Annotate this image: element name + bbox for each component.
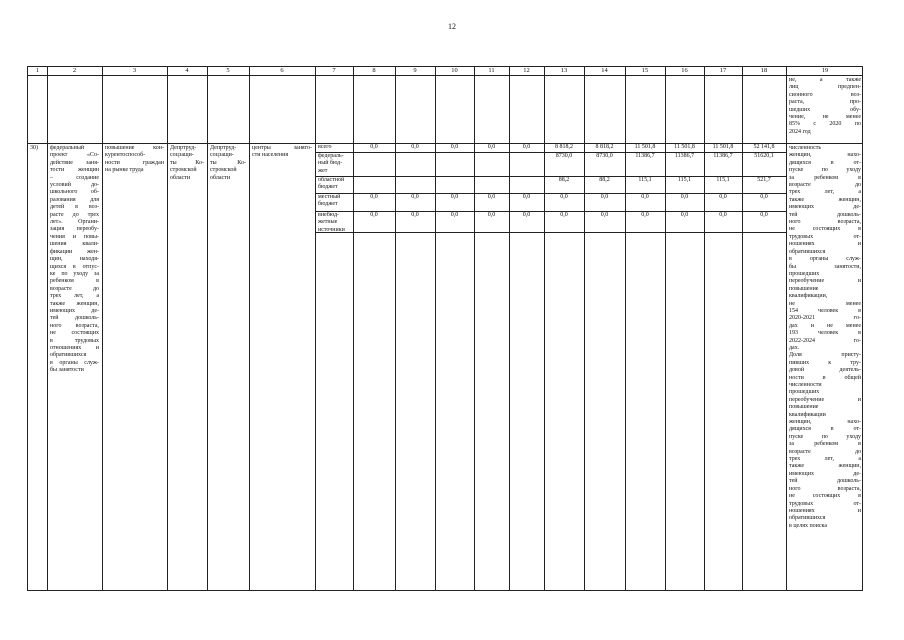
target-indicator-line: дах.: [789, 344, 800, 351]
target-indicator-line: также женщин,: [789, 196, 861, 203]
event-goal-line: повышение кон-: [105, 145, 164, 151]
funding-source-label-line: федераль-: [318, 153, 344, 159]
target-indicator-line: Доля присту-: [789, 352, 861, 359]
target-indicator-line: пуске по уходу: [789, 433, 861, 440]
event-goal-line: на рынке труда: [105, 167, 144, 174]
funding-value: 11386,7: [674, 153, 695, 159]
funding-value: 8730,0: [555, 153, 573, 159]
event-goal-line: курентоспособ-: [105, 152, 146, 159]
funding-value: 0,0: [522, 194, 531, 200]
row-number: 30): [30, 145, 38, 151]
responsible-executor-line: области: [170, 174, 191, 181]
event-name-line: ке по уходу за: [50, 270, 99, 277]
funding-value: 11386,7: [635, 153, 655, 159]
column-divider: [786, 67, 787, 590]
target-indicator-line: женщин, нахо-: [789, 419, 861, 426]
event-name-line: лет». Органи-: [50, 219, 99, 226]
funding-value: 0,0: [760, 212, 768, 218]
funding-source-label: [318, 153, 350, 175]
funding-value: 115,1: [677, 177, 692, 183]
target-indicator-line: дах и не менее: [789, 322, 861, 329]
target-indicator-line: в целях поиска: [789, 522, 828, 529]
target-indicator-line: дящихся в от-: [789, 426, 861, 433]
funding-value: 8 818,2: [595, 144, 614, 150]
target-indicator-line: довой деятель-: [789, 367, 861, 374]
funding-source-label-line: всего: [318, 144, 332, 150]
column-divider: [47, 67, 48, 590]
event-name-line: – создание: [50, 174, 99, 181]
indicator-continuation-line: лиц предпен-: [789, 84, 861, 91]
funding-value: 11386,7: [713, 153, 733, 159]
column-number: 16: [681, 67, 688, 74]
event-goal: [105, 145, 164, 175]
funding-value: 11 501,8: [712, 144, 734, 150]
target-indicator-line: не состоящих в: [789, 226, 861, 233]
event-name-line: шения квали-: [50, 241, 99, 248]
target-indicator-line: прошедших: [789, 270, 820, 277]
funding-value: 0,0: [487, 194, 496, 200]
participants-line: сти населения: [252, 152, 289, 159]
target-indicator-line: ности в общей: [789, 374, 861, 381]
co-executor-line: ты Ко-: [210, 159, 246, 166]
target-indicator-line: возрасте до: [789, 448, 861, 455]
funding-value: 0,0: [450, 212, 459, 218]
event-name-line: ребенком в: [50, 278, 99, 285]
funding-value: 521,7: [757, 177, 771, 183]
column-number: 11: [488, 67, 495, 74]
funding-value: 88,2: [599, 177, 610, 183]
target-indicator-line: дящихся в от-: [789, 159, 861, 166]
funding-value: 11 501,8: [634, 144, 656, 150]
target-indicator-line: обратившихся: [789, 248, 826, 255]
target-indicator-line: трех лет, а: [789, 189, 861, 196]
target-indicator-line: ношениях и: [789, 241, 861, 248]
funding-value: 0,0: [370, 212, 378, 218]
column-number: 8: [372, 67, 376, 74]
funding-value: 0,0: [641, 194, 649, 200]
event-name-line: детей в воз-: [50, 204, 99, 211]
funding-source-label-line: бюджет: [318, 184, 338, 191]
event-name-line: разования для: [50, 196, 99, 203]
event-name-line: чения и повы-: [50, 233, 99, 240]
target-indicator-line: в органы служ-: [789, 256, 861, 263]
event-name-line: тости женщин: [50, 167, 99, 174]
co-executor-line: соцзащи-: [210, 152, 234, 159]
target-indicator-line: ношениях и: [789, 507, 861, 514]
column-divider: [249, 67, 250, 590]
event-name-line: проект «Со-: [50, 152, 99, 159]
column-number: 17: [719, 67, 727, 74]
funding-value: 0,0: [487, 144, 496, 150]
event-name-line: зация переобу-: [50, 226, 99, 233]
target-indicator-line: также женщин,: [789, 463, 861, 470]
responsible-executor: [170, 145, 204, 182]
funding-value: 0,0: [560, 212, 568, 218]
event-name-line: условий до-: [50, 182, 99, 189]
page-number: 12: [448, 22, 456, 31]
funding-source-label-line: источники: [318, 226, 345, 233]
funding-value: 115,1: [638, 177, 652, 183]
event-name: [50, 145, 99, 375]
funding-value: 0,0: [680, 212, 689, 218]
event-name-line: щихся в отпус-: [50, 263, 99, 270]
target-indicator-line: численность: [789, 145, 822, 151]
responsible-executor-line: соцзащи-: [170, 152, 194, 159]
target-indicator-line: имеющих де-: [789, 204, 861, 211]
column-number: 13: [560, 67, 568, 74]
target-indicator-line: ного возраста,: [789, 219, 861, 226]
budget-table: [27, 66, 863, 591]
target-indicator-line: переобучение и: [789, 396, 861, 403]
indicator-continuation-line: чение, не менее: [789, 114, 861, 121]
event-name-line: отношениях и: [50, 344, 99, 351]
funding-value: 0,0: [522, 212, 531, 218]
funding-value: 0,0: [370, 144, 378, 150]
target-indicator-line: за ребенком в: [789, 441, 861, 448]
target-indicator-line: ного возраста,: [789, 485, 861, 492]
funding-value: 0,0: [600, 212, 609, 218]
funding-value: 8 818,2: [555, 144, 573, 150]
target-indicator-line: переобучение и: [789, 278, 861, 285]
target-indicator-line: 2020-2021 го-: [789, 315, 861, 322]
funding-value: 51620,1: [754, 153, 774, 159]
event-name-line: трех лет, а: [50, 293, 99, 300]
funding-value: 0,0: [560, 194, 568, 200]
participants-line: центры заняго-: [252, 145, 312, 151]
column-number: 10: [451, 67, 458, 74]
column-number: 2: [72, 67, 77, 74]
target-indicator-line: 2022-2024 го-: [789, 337, 861, 344]
funding-source-label-line: ный бюд-: [318, 160, 343, 167]
funding-value: 0,0: [719, 194, 727, 200]
funding-source-label-line: внебюд-: [318, 212, 339, 218]
funding-value: 88,2: [558, 177, 570, 183]
event-name-line: тей дошколь-: [50, 315, 99, 322]
event-name-line: расте до трех: [50, 211, 99, 218]
target-indicator-line: трудовых от-: [789, 233, 861, 240]
target-indicator-line: трех лет, а: [789, 456, 861, 463]
funding-value: 0,0: [450, 194, 459, 200]
event-name-line: школьного об-: [50, 189, 99, 196]
event-name-line: ного возраста,: [50, 322, 99, 329]
column-divider: [207, 67, 208, 590]
target-indicator-line: 193 человек в: [789, 330, 861, 337]
funding-value: 0,0: [411, 212, 419, 218]
funding-value: 0,0: [600, 194, 609, 200]
co-executor: [210, 145, 246, 182]
event-name-line: обратившихся: [50, 352, 87, 359]
target-indicator-line: за ребенком в: [789, 174, 861, 181]
target-indicator-line: тей дошколь-: [789, 211, 861, 218]
funding-value: 0,0: [411, 194, 419, 200]
indicator-continuation-line: 2024 год: [789, 128, 811, 135]
funding-value: 52 141,8: [753, 144, 775, 150]
responsible-executor-line: стромской: [170, 167, 197, 174]
indicator-continuation-line: раста, про-: [789, 99, 861, 106]
indicator-continuation-line: ие, а также: [789, 77, 861, 83]
target-indicator-line: 154 человек в: [789, 307, 861, 314]
target-indicator-line: женщин, нахо-: [789, 152, 861, 159]
event-name-line: в органы служ-: [50, 359, 99, 366]
column-number: 15: [641, 67, 649, 74]
funding-source-label: [318, 194, 350, 209]
funding-value: 0,0: [370, 194, 378, 200]
target-indicator-line: повышение: [789, 285, 819, 292]
target-indicator-line: пивших к тру-: [789, 359, 861, 366]
column-number: 18: [760, 67, 768, 74]
indicator-continuation-line: сионного воз-: [789, 91, 861, 98]
funding-source-label-line: местный: [318, 194, 341, 200]
funding-source-label-line: бюджет: [318, 201, 338, 208]
target-indicator-line: имеющих де-: [789, 470, 861, 477]
target-indicator-line: квалификации,: [789, 293, 828, 300]
co-executor-line: стромской: [210, 167, 237, 174]
indicator-continuation-line: шедших обу-: [789, 106, 861, 113]
column-divider: [102, 67, 103, 590]
funding-source-label: [318, 177, 350, 192]
participants: [252, 145, 312, 160]
funding-value: 0,0: [760, 194, 768, 200]
funding-value: 0,0: [487, 212, 496, 218]
funding-source-label-line: жетные: [318, 219, 338, 226]
funding-source-label-line: областной: [318, 177, 345, 183]
target-indicator-line: повышение: [789, 404, 819, 411]
column-number: 12: [523, 67, 530, 74]
column-divider: [315, 67, 316, 590]
column-number: 19: [821, 67, 829, 74]
column-number: 6: [280, 67, 284, 74]
target-indicator-line: бы занятости,: [789, 263, 861, 270]
column-number: 9: [413, 67, 417, 74]
event-name-line: щин, находя-: [50, 256, 99, 263]
target-indicator-line: прошедших: [789, 389, 820, 396]
target-indicator-line: тей дошколь-: [789, 478, 861, 485]
funding-source-label: [318, 212, 350, 234]
column-number: 3: [132, 67, 137, 74]
target-indicator-line: трудовых от-: [789, 500, 861, 507]
funding-source-label: [318, 144, 350, 151]
event-name-line: имеющих де-: [50, 307, 99, 314]
source-row-divider: [315, 232, 786, 233]
funding-value: 0,0: [719, 212, 727, 218]
target-indicator-line: пуске по уходу: [789, 167, 861, 174]
event-name-line: федеральный: [50, 145, 85, 151]
funding-value: 0,0: [522, 144, 531, 150]
co-executor-line: области: [210, 174, 231, 181]
target-indicator-line: не состоящих в: [789, 493, 861, 500]
funding-value: 0,0: [641, 212, 649, 218]
funding-source-label-line: жет: [318, 167, 328, 174]
target-indicator: [789, 145, 861, 530]
event-name-line: фикации жен-: [50, 248, 99, 255]
funding-value: 11 501,8: [674, 144, 695, 150]
funding-value: 115,1: [716, 177, 730, 183]
column-number: 7: [332, 67, 336, 74]
column-number: 1: [35, 67, 40, 74]
funding-value: 0,0: [680, 194, 689, 200]
indicator-continuation: [789, 77, 861, 136]
funding-value: 0,0: [411, 144, 419, 150]
column-number: 5: [226, 67, 230, 74]
funding-value: 0,0: [450, 144, 459, 150]
header-divider: [28, 75, 862, 76]
event-name-line: также женщин,: [50, 300, 99, 307]
event-name-line: не состоящих: [50, 330, 99, 337]
event-name-line: возрасте до: [50, 285, 99, 292]
event-name-line: бы занятости: [50, 367, 84, 374]
event-name-line: действие заня-: [50, 159, 99, 166]
target-indicator-line: не менее: [789, 300, 861, 307]
responsible-executor-line: ты Ко-: [170, 159, 204, 166]
co-executor-line: Депртруд-: [210, 145, 237, 151]
responsible-executor-line: Депртруд-: [170, 145, 197, 151]
column-number: 14: [601, 67, 608, 74]
target-indicator-line: численности: [789, 382, 822, 388]
event-name-line: в трудовых: [50, 337, 99, 344]
column-divider: [167, 67, 168, 590]
event-goal-line: ности граждан: [105, 159, 164, 166]
target-indicator-line: квалификации: [789, 411, 826, 418]
indicator-continuation-line: 85% с 2020 по: [789, 121, 861, 128]
target-indicator-line: обратившихся: [789, 515, 826, 522]
target-indicator-line: возрасте до: [789, 182, 861, 189]
column-number: 4: [185, 67, 189, 74]
funding-value: 8730,0: [596, 153, 613, 159]
